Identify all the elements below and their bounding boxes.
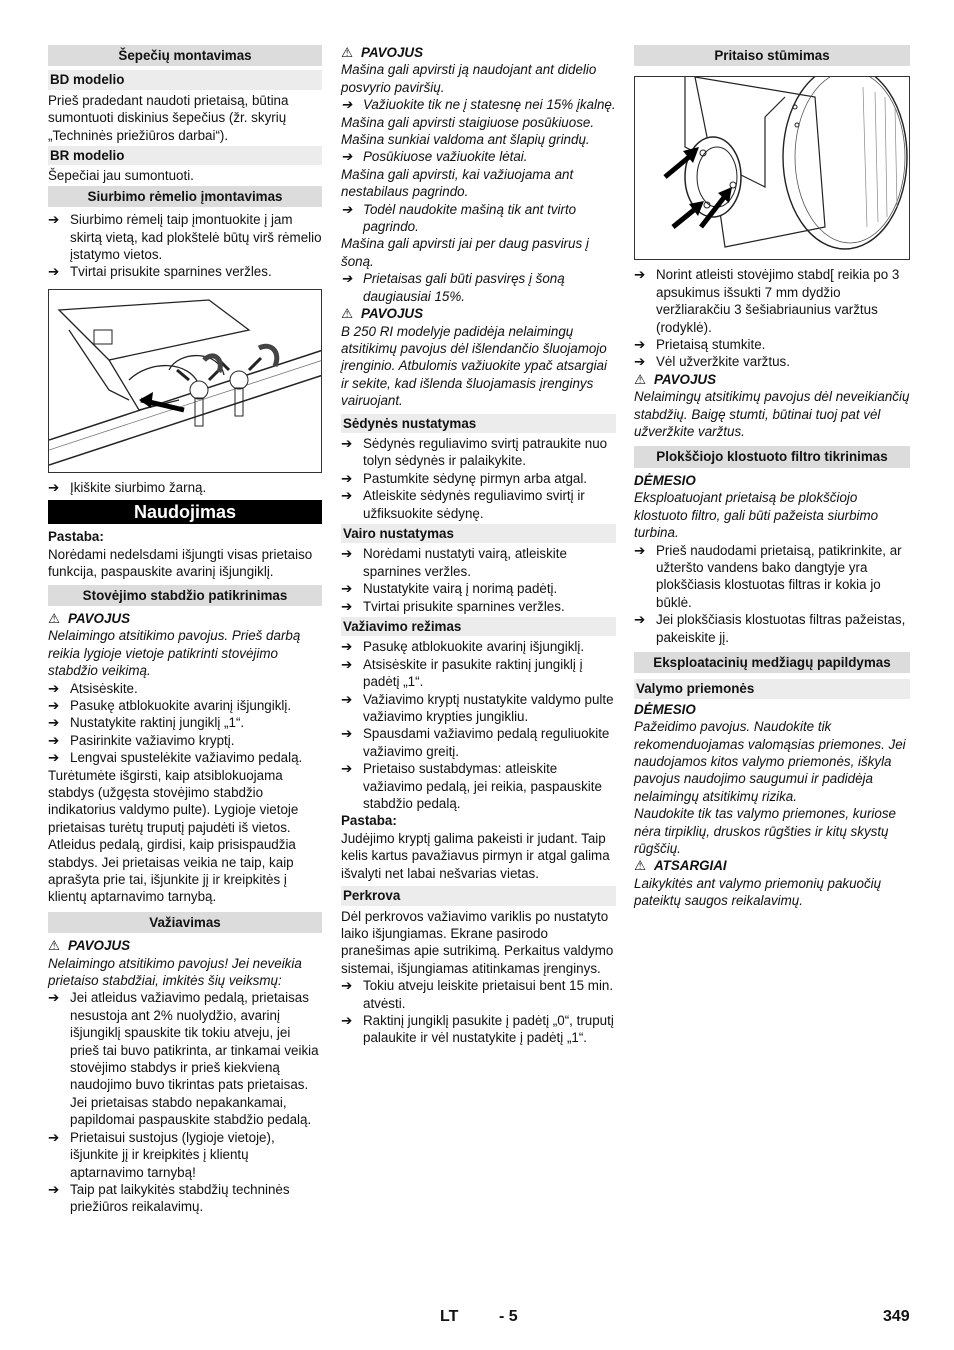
heading-brushes: Šepečių montavimas	[48, 45, 322, 66]
warning-icon: ⚠	[48, 610, 61, 626]
caution-label: ⚠ ATSARGIAI	[634, 858, 727, 874]
danger-text: Mašina gali apvirsti, kai važiuojama ant nestabilaus pagrindo.	[341, 166, 574, 200]
bullet: ➔ Prietaiso sustabdymas: atleiskite važiavimo pedalą, jei reikia, paspauskite stabdžio pedalą.	[341, 761, 602, 812]
bullet: ➔ Taip pat laikykitės stabdžių techninės priežiūros reikalavimų.	[48, 1181, 290, 1215]
column-2	[341, 44, 616, 1047]
bullet: ➔ Atleiskite sėdynės reguliavimo svirtį ir užfiksuokite sėdynę.	[341, 488, 585, 521]
attention-text: Naudokite tik tas valymo priemones, kuriose nėra tirpiklių, druskos rūgšties ir kitų skystų rūgščių.	[634, 806, 896, 856]
bullet: ➔ Tvirtai prisukite sparnines veržles.	[341, 598, 565, 614]
arrow-icon: ➔	[341, 435, 353, 451]
attention-label: DĖMESIO	[634, 701, 696, 717]
warning-icon: ⚠	[634, 371, 647, 387]
arrow-icon: ➔	[341, 546, 353, 562]
subheading-seat: Sėdynės nustatymas	[341, 414, 616, 433]
bullet: ➔ Pasirinkite važiavimo kryptį.	[48, 732, 235, 748]
caution-text: Laikykitės ant valymo priemonių pakuočių pateiktų saugos reikalavimų.	[634, 875, 882, 909]
bullet: ➔ Posūkiuose važiuokite lėtai.	[341, 149, 528, 165]
arrow-icon: ➔	[341, 1012, 353, 1028]
heading-suction-frame: Siurbimo rėmelio įmontavimas	[48, 186, 322, 207]
text-bd: Prieš pradedant naudoti prietaisą, būtina sumontuoti diskinius šepečius (žr. skyrių „Techninės priežiūros darbai“).	[48, 92, 289, 143]
bullet: ➔ Raktinį jungiklį pasukite į padėtį „0“, truputį palaukite ir vėl nustatykite į padėtį „1“.	[341, 1012, 614, 1046]
bullet: ➔ Lengvai spustelėkite važiavimo pedalą.	[48, 750, 303, 766]
bullet: ➔ Prietaisui sustojus (lygioje vietoje), išjunkite jį ir kreipkitės į klientų aptarnavimo tarnybą!	[48, 1129, 275, 1180]
arrow-icon: ➔	[48, 732, 60, 748]
bullet: ➔ Atsisėskite ir pasukite raktinį jungiklį į padėtį „1“.	[341, 656, 583, 690]
arrow-icon: ➔	[48, 680, 60, 696]
heading-supplies: Eksploatacinių medžiagų papildymas	[634, 652, 910, 673]
bullet: ➔ Prietaisą stumkite.	[634, 337, 766, 353]
bullet: ➔ Nustatykite raktinį jungiklį „1“.	[48, 715, 245, 731]
bullet: ➔ Norint atleisti stovėjimo stabd[ reikia po 3 apsukimus išsukti 7 mm dydžio veržliarakčiu 3 šešiabriaunius varžtus (rodyklė).	[634, 267, 900, 335]
heading-driving: Važiavimas	[48, 912, 322, 933]
note-text: Norėdami nedelsdami išjungti visas prietaiso funkcija, paspauskite avarinį išjungiklį.	[48, 546, 313, 580]
danger-text: Nelaimingo atsitikimo pavojus. Prieš darbą reikia lygioje vietoje patikrinti stovėjimo stabdžio veikimą.	[48, 628, 301, 679]
footer-section-page: - 5	[499, 1308, 518, 1325]
danger-text: Nelaimingo atsitikimo pavojus! Jei neveikia prietaiso stabdžiai, imkitės šių veiksmų:	[48, 955, 302, 989]
heading-parking-brake: Stovėjimo stabdžio patikrinimas	[48, 585, 322, 606]
bullet: ➔ Vėl užveržkite varžtus.	[634, 354, 790, 370]
heading-pushing: Pritaiso stūmimas	[634, 45, 910, 66]
note-label: Pastaba:	[48, 529, 104, 545]
subheading-br: BR modelio	[48, 146, 322, 165]
arrow-icon: ➔	[341, 691, 353, 707]
arrow-icon: ➔	[634, 612, 646, 628]
bullet: ➔ Spausdami važiavimo pedalą reguliuokite važiavimo greitį.	[341, 726, 610, 759]
warning-icon: ⚠	[48, 938, 61, 954]
attention-label: DĖMESIO	[634, 472, 696, 488]
arrow-icon: ➔	[341, 149, 353, 165]
footer-language: LT	[440, 1308, 459, 1325]
note-label: Pastaba:	[341, 813, 397, 829]
bullet: ➔ Atsisėskite.	[48, 680, 138, 696]
bullet: ➔ Pastumkite sėdynę pirmyn arba atgal.	[341, 470, 588, 486]
bullet: ➔ Prietaisas gali būti pasviręs į šoną daugiausiai 15%.	[341, 271, 565, 304]
danger-label: ⚠ PAVOJUS	[48, 610, 131, 626]
subheading-steering: Vairo nustatymas	[341, 524, 616, 543]
arrow-icon: ➔	[341, 761, 353, 777]
danger-label: ⚠ PAVOJUS	[634, 371, 717, 387]
bullet: ➔ Sėdynės reguliavimo svirtį patraukite nuo tolyn sėdynės ir palaikykite.	[341, 435, 608, 469]
bullet: ➔ Siurbimo rėmelį taip įmontuokite į jam skirtą vietą, kad plokštelė būtų virš rėmelio įstatymo vietos.	[48, 212, 322, 263]
arrow-icon: ➔	[48, 264, 60, 280]
warning-icon: ⚠	[341, 45, 354, 60]
danger-text: Mašina gali apvirsti jai per daug pasvirus į šoną.	[341, 236, 589, 269]
bullet: ➔ Pasukę atblokuokite avarinį išjungiklį.	[48, 697, 292, 713]
bullet: ➔ Tokiu atveju leiskite prietaisui bent 15 min. atvėsti.	[341, 978, 614, 1011]
arrow-icon: ➔	[341, 271, 353, 287]
arrow-icon: ➔	[341, 598, 353, 614]
text-br: Šepečiai jau sumontuoti.	[48, 168, 194, 184]
arrow-icon: ➔	[634, 354, 646, 370]
heading-usage: Naudojimas	[48, 500, 322, 524]
subheading-drive-mode: Važiavimo režimas	[341, 617, 616, 636]
danger-text: Nelaimingų atsitikimų pavojus dėl neveikiančių stabdžių. Baigę stumti, būtinai tuoj pat vėl užveržkite varžtus.	[634, 389, 910, 440]
warning-icon: ⚠	[341, 306, 354, 322]
bullet: ➔ Jei plokščiasis klostuotas filtras pažeistas, pakeiskite jį.	[634, 612, 906, 645]
note-text: Judėjimo kryptį galima pakeisti ir judant. Taip kelis kartus pavažiavus pirmyn ir atgal galima išvalyti net labai nešvarias vietas.	[341, 830, 610, 881]
figure-wheel-brake	[634, 76, 910, 260]
bullet: ➔ Tvirtai prisukite sparnines veržles.	[48, 264, 272, 280]
danger-text: B 250 RI modelyje padidėja nelaimingų atsitikimų pavojus dėl išlendančio šluojamojo įrenginio. Atbulomis važiuokite ypač atsargiai ir sekite, kad išlenda šluojamasis įrenginys vairuojant.	[341, 323, 607, 409]
attention-text: Eksploatuojant prietaisą be plokščiojo klostuoto filtro, gali būti pažeista siurbimo turbina.	[634, 490, 879, 541]
danger-label: ⚠ PAVOJUS	[341, 45, 424, 60]
subheading-bd: BD modelio	[48, 70, 322, 89]
arrow-icon: ➔	[48, 1181, 60, 1197]
arrow-icon: ➔	[341, 726, 353, 742]
text-brake: Turėtumėte išgirsti, kaip atsiblokuojama stabdys (užgęsta stovėjimo stabdžio indikatorius valdymo pulte). Lygioje vietoje prietaisas turėtų truputį pajudėti iš vietos. Atleidus pedalą, girdisi, kaip prisispaudžia stabdys. Jei prietaisas veikia ne taip, kaip aprašyta prie tai, išjunkite jį ir kreipkitės į klientų aptarnavimo tarnybą.	[48, 767, 299, 905]
arrow-icon: ➔	[48, 990, 60, 1006]
arrow-icon: ➔	[48, 715, 60, 731]
bullet: ➔ Prieš naudodami prietaisą, patikrinkite, ar užteršto vandens bako dangtyje yra plokščiasis klostuotas filtras ir kokia jo būklė.	[634, 542, 902, 610]
column-1	[48, 44, 322, 1216]
arrow-icon: ➔	[48, 212, 60, 228]
attention-text: Pažeidimo pavojus. Naudokite tik rekomenduojamas valomąsias priemones. Jei naudojamos kitos valymo priemonės, iškyla pavojus naudojimo saugumui ir padidėja nelaimingų atsitikimų rizika.	[634, 719, 906, 804]
arrow-icon: ➔	[634, 542, 646, 558]
arrow-icon: ➔	[341, 978, 353, 994]
column-3	[634, 44, 910, 910]
danger-label: ⚠ PAVOJUS	[341, 306, 424, 322]
arrow-icon: ➔	[341, 656, 353, 672]
bullet: ➔ Važiavimo kryptį nustatykite valdymo pulte važiavimo krypties jungikliu.	[341, 691, 614, 725]
arrow-icon: ➔	[341, 581, 353, 597]
arrow-icon: ➔	[48, 750, 60, 766]
arrow-icon: ➔	[634, 267, 646, 283]
warning-icon: ⚠	[634, 858, 647, 874]
danger-label: ⚠ PAVOJUS	[48, 938, 131, 954]
bullet: ➔ Jei atleidus važiavimo pedalą, prietaisas nesustoja ant 2% nuolydžio, avarinį išjungiklį spauskite tik tokiu atveju, jei prieš tai buvo patikrinta, ar tinkamai veikia stovėjimo stabdys ir prieš kiekvieną naudojimo buvo tikrintas pats prietaisas. Jei prietaisas stabdo nepakankamai, papildomai paspauskite stabdžio pedalą.	[48, 990, 319, 1128]
arrow-icon: ➔	[341, 470, 353, 486]
bullet: ➔ Norėdami nustatyti vairą, atleiskite sparnines veržles.	[341, 546, 567, 579]
danger-text: Mašina gali apvirsti ją naudojant ant didelio posvyrio paviršių.	[341, 62, 597, 95]
footer-page-number: 349	[883, 1308, 910, 1325]
bullet: ➔ Pasukę atblokuokite avarinį išjungiklį.	[341, 639, 585, 655]
arrow-icon: ➔	[48, 479, 60, 495]
subheading-overload: Perkrova	[341, 886, 616, 905]
arrow-icon: ➔	[48, 1129, 60, 1145]
arrow-icon: ➔	[341, 97, 353, 113]
heading-filter-check: Plokščiojo klostuoto filtro tikrinimas	[634, 446, 910, 467]
arrow-icon: ➔	[634, 337, 646, 353]
arrow-icon: ➔	[48, 697, 60, 713]
arrow-icon: ➔	[341, 488, 353, 504]
figure-suction-frame	[48, 289, 322, 473]
bullet: ➔ Nustatykite vairą į norimą padėtį.	[341, 581, 558, 597]
text-overload: Dėl perkrovos važiavimo variklis po nustatyto laiko išjungiamas. Ekrane pasirodo pranešimas apie sutrikimą. Perkaitus valdymo sistemai, išjungiamas atitinkamas įrenginys.	[341, 908, 614, 976]
bullet: ➔ Todėl naudokite mašiną tik ant tvirto pagrindo.	[341, 201, 577, 235]
bullet: ➔ Įkiškite siurbimo žarną.	[48, 479, 207, 495]
danger-text: Mašina gali apvirsti staigiuose posūkiuose. Mašina sunkiai valdoma ant šlapių grindų.	[341, 114, 595, 148]
arrow-icon: ➔	[341, 639, 353, 655]
subheading-detergents: Valymo priemonės	[634, 679, 910, 698]
bullet: ➔ Važiuokite tik ne į statesnę nei 15% įkalnę.	[341, 97, 616, 113]
arrow-icon: ➔	[341, 201, 353, 217]
